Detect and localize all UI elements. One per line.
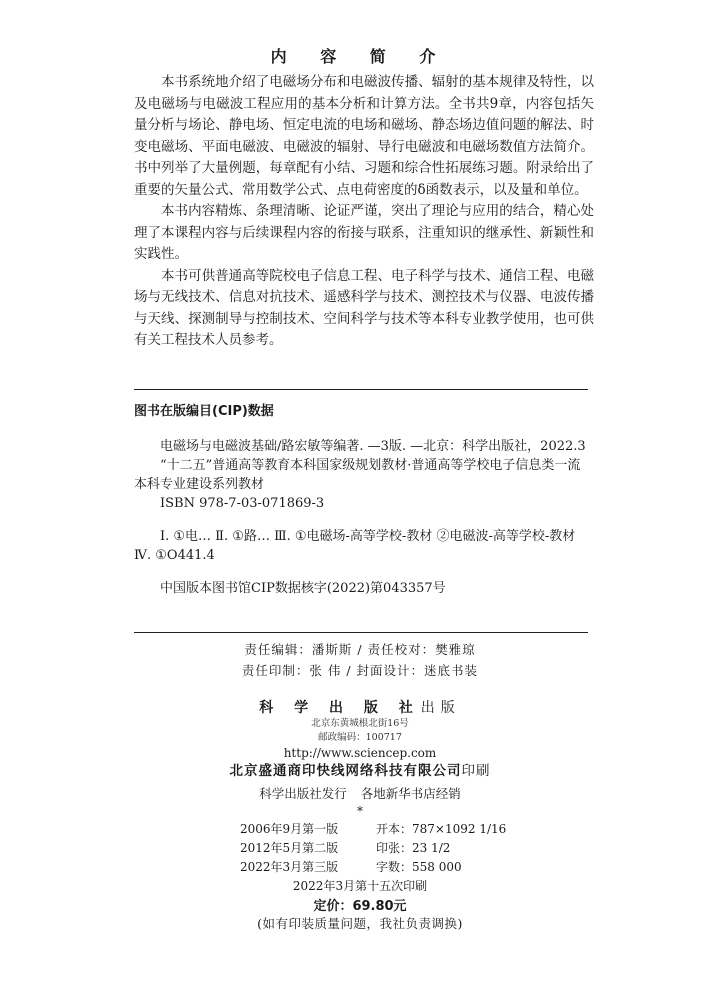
publisher-name [0,697,720,717]
publisher-address: 北京东黄城根北街16号 [311,718,409,729]
cip-bottom-rule [134,632,588,633]
print-count: 2022年3月第十五次印刷 [292,879,428,893]
publisher-postcode: 邮政编码：100717 [318,732,402,743]
cip-number: 中国版本图书馆CIP数据核字(2022)第043357号 [160,581,446,596]
credits [0,639,720,681]
price: 定价：69.80元 [313,899,407,914]
edition-row [240,820,540,839]
summary-paragraph: 本书系统地介绍了电磁场分布和电磁波传播、辐射的基本规律及特性，以及电磁场与电磁波工程应用的基本分析和计算方法。全书共9章，内容包括矢量分析与场论、静电场、恒定电流的电场和磁场、静态场边值问题的解法、时变电磁场、平面电磁波、电磁波的辐射、导行电磁波和电磁场数值方法简介。书中列举了大量例题，每章配有小结、习题和综合性拓展练习题。附录给出了重要的矢量公式、常用数学公式、点电荷密度的δ函数表示，以及量和单位。 [134,74,594,198]
edition-date: 2022年3月第三版 [240,860,339,874]
cip-classification: Ⅰ. ①电… Ⅱ. ①路… Ⅲ. ①电磁场-高等学校-教材 ②电磁波-高等学校-教材 Ⅳ. ①O441.4 [134,529,576,563]
credits-line: 责任印制：张 伟 / 封面设计：迷底书装 [241,663,479,678]
cip-series: “十二五”普通高等教育本科国家级规划教材·普通高等学校电子信息类一流本科专业建设系列教材 [134,458,581,492]
summary-title: 内 容 简 介 [270,47,450,66]
credits-line: 责任编辑：潘斯斯 / 责任校对：樊雅琼 [244,642,476,657]
publisher-url: http://www.sciencep.com [283,746,437,760]
distribution [0,785,720,803]
publisher-name-bold: 科 学 出 版 社 [259,700,421,716]
distribution-issuer: 科学出版社发行 [259,786,347,801]
edition-spec: 开本：787×1092 1/16 [376,822,507,836]
edition-date: 2006年9月第一版 [240,822,339,836]
edition-spec: 印张：23 1/2 [376,841,451,855]
publisher [0,697,720,761]
edition-row [240,839,540,858]
edition-spec: 字数：558 000 [376,860,462,874]
edition-date: 2012年5月第二版 [240,841,339,855]
summary-body [134,72,594,352]
edition-table [240,820,540,877]
printer-name: 北京盛通商印快线网络科技有限公司 [229,763,462,779]
edition-row [240,858,540,877]
cip-block [134,402,588,598]
cip-top-rule [134,389,588,390]
separator-star: * [357,804,363,818]
printer-suffix: 印刷 [461,763,491,779]
quality-notice: (如有印装质量问题，我社负责调换) [257,916,463,931]
printer [0,762,720,780]
summary-paragraph: 本书可供普通高等院校电子信息工程、电子科学与技术、通信工程、电磁场与无线技术、信息对抗技术、遥感科学与技术、测控技术与仪器、电波传播与天线、探测制导与控制技术、空间科学与技术等本科专业教学使用，也可供有关工程技术人员参考。 [134,267,594,348]
distribution-seller: 各地新华书店经销 [360,786,461,801]
publisher-name-suffix: 出版 [420,700,461,716]
cip-heading: 图书在版编目(CIP)数据 [134,404,274,419]
cip-isbn: ISBN 978-7-03-071869-3 [160,496,325,511]
summary-paragraph: 本书内容精炼、条理清晰、论证严谨，突出了理论与应用的结合，精心处理了本课程内容与后续课程内容的衔接与联系，注重知识的继承性、新颖性和实践性。 [134,203,594,262]
cip-entry: 电磁场与电磁波基础/路宏敏等编著. —3版. —北京：科学出版社，2022.3 [160,439,586,454]
